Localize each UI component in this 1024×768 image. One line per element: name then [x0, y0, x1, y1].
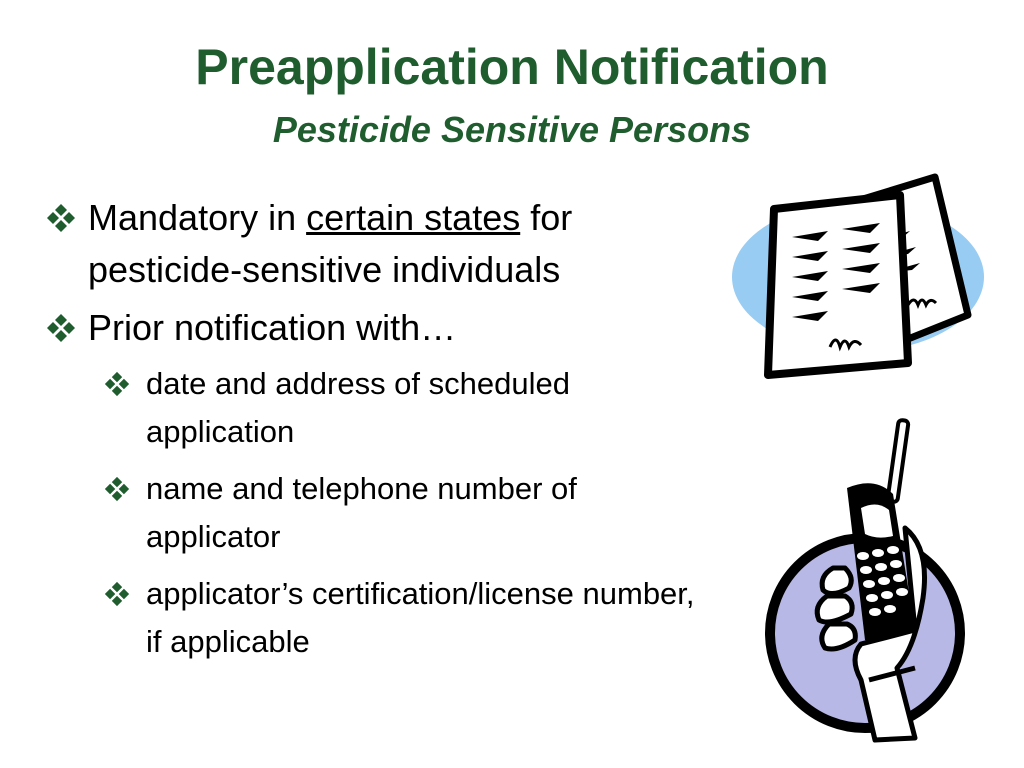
diamond-bullet-icon: [104, 465, 146, 513]
certain-states-link-text: certain states: [306, 197, 521, 238]
diamond-bullet-icon: [104, 570, 146, 618]
diamond-bullet-icon: [46, 302, 88, 354]
sub-bullet-item-date: [104, 360, 716, 456]
bullet-text: Mandatory in certain states for pesticide-sensitive individuals: [88, 197, 573, 290]
sub-bullet-text: date and address of scheduled application: [146, 366, 570, 449]
documents-clipart-icon: [730, 165, 990, 385]
slide-title: Preapplication Notification: [195, 39, 829, 95]
cordless-phone-clipart-icon: [765, 418, 970, 743]
sub-bullet-text: applicator’s certification/license number, if applicable: [146, 576, 695, 659]
diamond-bullet-icon: [46, 192, 88, 244]
slide-subtitle: Pesticide Sensitive Persons: [272, 109, 752, 150]
sub-bullet-text: name and telephone number of applicator: [146, 471, 577, 554]
diamond-bullet-icon: [104, 360, 146, 408]
sub-bullet-item-license: [104, 570, 716, 666]
bullet-list: [46, 192, 716, 675]
bullet-item-mandatory: [46, 192, 716, 296]
bullet-item-prior-notification: [46, 302, 716, 354]
sub-bullet-item-name: [104, 465, 716, 561]
bullet-text: Prior notification with…: [88, 307, 457, 348]
